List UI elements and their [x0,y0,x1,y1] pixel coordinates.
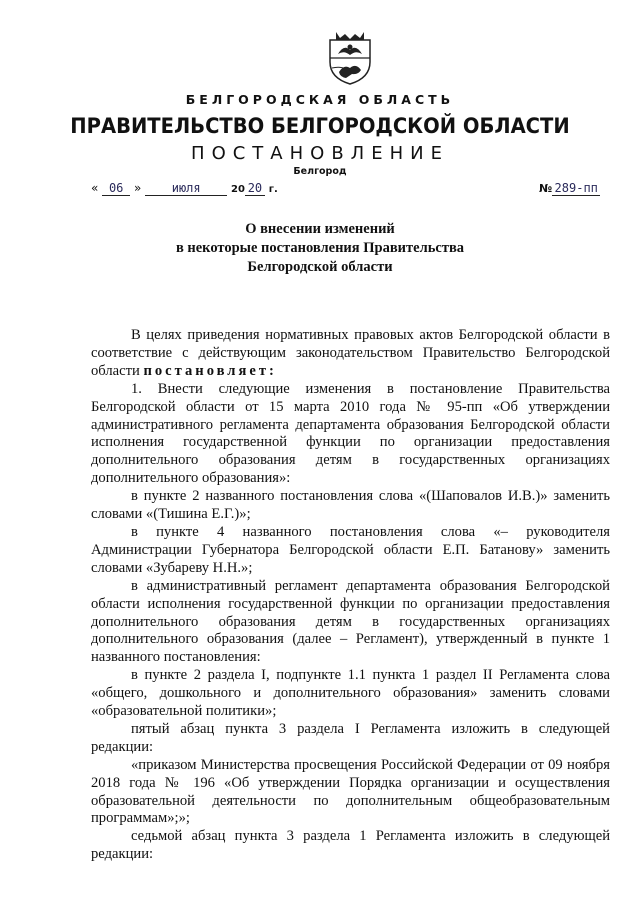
paragraph-preamble [91,327,610,381]
document-title [0,220,640,277]
paragraph-fifth-abzac: пятый абзац пункта 3 раздела I Регламента изложить в следующей редакции: [91,720,610,755]
paragraph-item-1: 1. Внести следующие изменения в постановление Правительства Белгородской области от 15 марта 2010 года № 95-пп «Об утверждении административного регламента департамента образования Белгородской области исполнения государственной функции по организации предоставления дополнительного образования детям в государственных организациях дополнительного образования»: [91,380,610,487]
date-year-prefix: 20 [231,184,245,195]
title-line-3: Белгородской области [247,259,393,275]
document-body [91,327,610,864]
belgorod-coat-of-arms-icon [326,28,374,86]
title-line-1: О внесении изменений [245,221,395,237]
number-sign: № [539,182,553,195]
paragraph-clause-2: в пункте 2 названного постановления слова «(Шаповалов И.В.)» заменить словами «(Тишина Е.Г.)»; [91,488,610,523]
date-year-suffix: 20 [245,181,265,196]
number-value: 289-пп [552,181,600,196]
document-type-heading: ПОСТАНОВЛЕНИЕ [191,143,449,164]
paragraph-section-1: в пункте 2 раздела I, подпункте 1.1 пункта 1 раздел II Регламента слова «общего, дошкольного и дополнительного образования» заменить словами «образовательной политики»; [91,667,610,720]
title-line-2: в некоторые постановления Правительства [175,240,465,256]
region-heading: БЕЛГОРОДСКАЯ ОБЛАСТЬ [185,92,455,107]
date-year-abbr: г. [268,184,278,195]
date-month: июля [145,181,227,196]
city-label: Белгород [293,166,347,177]
preamble-text: В целях приведения нормативных правовых актов Белгородской области в соответствие с действующим законодательством Правительство Белгородской области [91,327,610,379]
document-number [539,181,600,196]
paragraph-quote: «приказом Министерства просвещения Российской Федерации от 09 ноября 2018 года № 196 «Об утверждении Порядка организации и осуществления образовательной деятельности по дополнительным общеобразовательным программам»;»; [91,756,610,827]
document-date [91,181,278,196]
date-day: 06 [102,181,130,196]
paragraph-regulation: в административный регламент департамента образования Белгородской области исполнения государственной функции по организации предоставления дополнительного образования детям в государственных организациях дополнительного образования (далее – Регламент), утвержденный в пункте 1 названного постановления: [91,577,610,666]
preamble-resolves: постановляет: [143,362,277,379]
paragraph-seventh-abzac: седьмой абзац пункта 3 раздела 1 Регламента изложить в следующей редакции: [91,828,610,863]
date-open-quote: « [91,181,99,195]
paragraph-clause-4: в пункте 4 названного постановления слова «– руководителя Администрации Губернатора Белгородской области Е.П. Батанову» заменить словами «Зубареву Н.Н.»; [91,523,610,576]
government-heading: ПРАВИТЕЛЬСТВО БЕЛГОРОДСКОЙ ОБЛАСТИ [70,114,570,138]
date-close-quote: » [134,181,142,195]
